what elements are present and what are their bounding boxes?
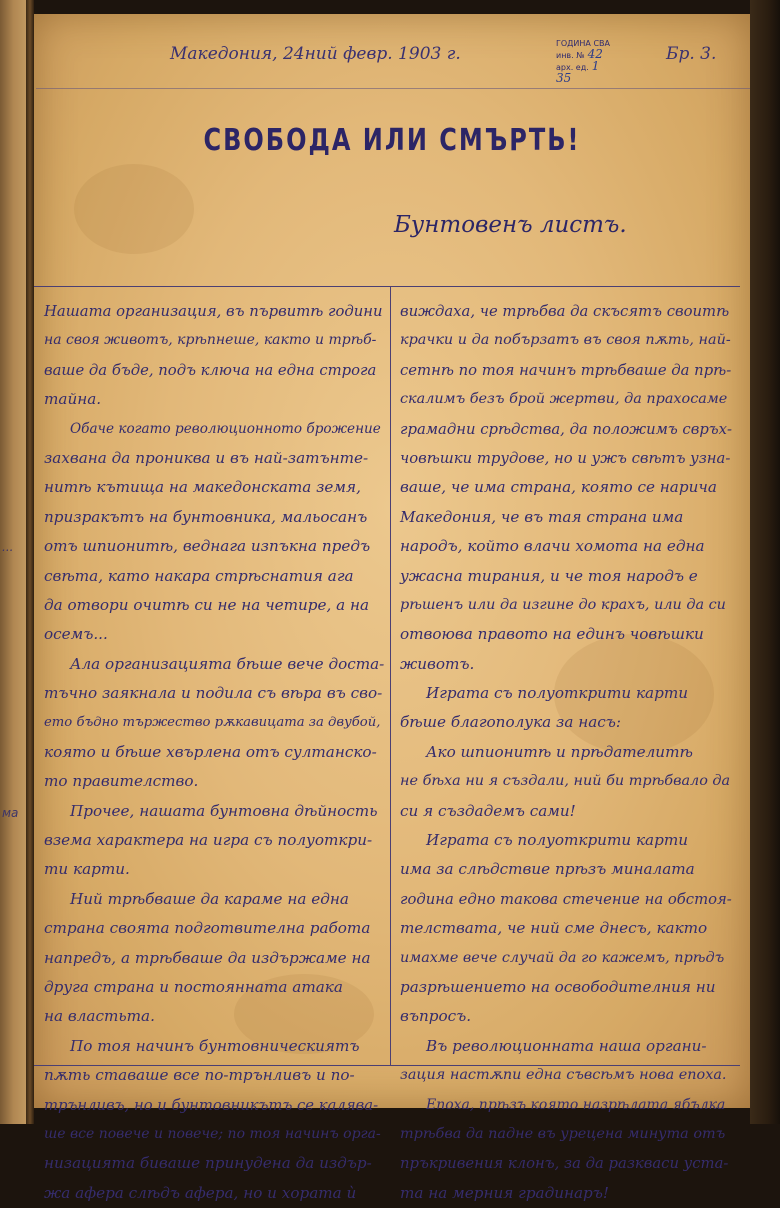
text-line: Прочее, нашата бунтовна дѣйность xyxy=(70,801,378,820)
archive-stamp xyxy=(556,38,648,92)
header-rule xyxy=(36,88,750,89)
text-line: скалимъ безъ брой жертви, да прахосаме xyxy=(400,391,728,408)
text-line: нитѣ кътища на македонската земя, xyxy=(44,478,361,497)
text-line: Ако шпионитѣ и прѣдателитѣ xyxy=(426,742,693,761)
book-edge-right xyxy=(750,0,780,1124)
text-line: ваше да бъде, подъ ключа на една строга xyxy=(44,361,377,379)
text-line: въпросъ. xyxy=(400,1007,472,1026)
text-line: Ала организацията бѣше вече доста- xyxy=(70,654,385,673)
left-column xyxy=(44,297,384,1208)
text-line: жа афера слѣдъ афера, но и хората ѝ xyxy=(44,1183,357,1202)
text-line: не бѣха ни я създали, ний би трѣбвало да xyxy=(400,773,731,790)
paper-stain xyxy=(74,164,194,254)
text-line: човѣшки трудове, но и ужъ свѣтъ узна- xyxy=(400,449,731,467)
text-line: на властьта. xyxy=(44,1007,155,1026)
text-line: пръкривения клонъ, за да разкваси уста- xyxy=(400,1155,729,1173)
text-line: има за слѣдствие прѣзъ миналата xyxy=(400,860,695,879)
text-line: тъчно заякнала и подила съ вѣра въ сво- xyxy=(44,684,383,703)
text-line: Въ революционната наша органи- xyxy=(426,1036,707,1055)
stamp-unit-label: арх. ед. xyxy=(556,63,589,72)
text-line: Ний трѣбваше да караме на една xyxy=(70,889,349,908)
text-line: то правителство. xyxy=(44,772,199,791)
text-line: захвана да прониква и въ най-затънте- xyxy=(44,448,369,467)
text-line: Играта съ полуоткрити карти xyxy=(426,831,688,850)
text-line: низацията биваше принудена да издър- xyxy=(44,1154,372,1173)
masthead-subtitle: Бунтовенъ листъ. xyxy=(394,212,627,238)
text-line: трѣбва да падне въ урецена минута отъ xyxy=(400,1125,726,1142)
header-place-date: Македония, 24ний февр. 1903 г. xyxy=(170,44,461,64)
text-line: тайна. xyxy=(44,390,102,409)
text-line: осемъ... xyxy=(44,625,108,644)
masthead-title: СВОБОДА ИЛИ СМЪРТЬ! xyxy=(203,122,581,158)
text-line: рѣшенъ или да изгине до крахъ, или да си xyxy=(400,596,726,613)
stamp-inventory-label: инв. № xyxy=(556,51,585,60)
text-line: свѣта, като накара стрѣснатия ага xyxy=(44,566,354,585)
text-line: крачки и да побързатъ въ своя пѫть, най- xyxy=(400,332,731,349)
text-line: имахме вече случай да го кажемъ, прѣдъ xyxy=(400,949,725,966)
text-line: ужасна тирания, и че тоя народъ е xyxy=(400,566,698,585)
text-line: сетнѣ по тоя начинъ трѣбваше да прѣ- xyxy=(400,361,732,379)
stamp-unit-value: 1 xyxy=(591,59,600,73)
issue-number: Бр. 3. xyxy=(666,44,717,64)
stamp-page-value: 35 xyxy=(556,71,572,85)
text-line: пѫть ставаше все по-трънливъ и по- xyxy=(44,1066,355,1085)
text-line: Македония, че въ тая страна има xyxy=(400,507,684,526)
text-line: си я създадемъ сами! xyxy=(400,801,576,820)
right-column xyxy=(400,297,732,1208)
text-line: отвоюва правото на единъ човѣшки xyxy=(400,625,704,644)
book-binding xyxy=(26,0,34,1124)
text-line: ето бъдно тържество рѫкавицата за двубой, xyxy=(44,715,381,731)
text-line: Епоха, прѣзъ която назрѣлата ябълка xyxy=(426,1096,726,1113)
text-line: Играта съ полуоткрити карти xyxy=(426,684,688,703)
text-line: напредъ, а трѣбваше да издържаме на xyxy=(44,948,371,967)
text-line: призракътъ на бунтовника, мальосанъ xyxy=(44,507,368,526)
text-line: ти карти. xyxy=(44,860,130,879)
text-line: ваше, че има страна, която се нарича xyxy=(400,478,717,497)
text-line: взема характера на игра съ полуоткри- xyxy=(44,831,373,850)
text-line: зация настѫпи една съвсѣмъ нова епоха. xyxy=(400,1067,727,1084)
stamp-inventory-value: 42 xyxy=(587,47,603,61)
stamp-line-1: ГОДИНА СВА xyxy=(556,39,610,48)
newspaper-page xyxy=(34,14,750,1202)
text-line: страна своята подготвителна работа xyxy=(44,919,371,938)
adjacent-page-fragment: ... xyxy=(2,540,14,554)
text-line: грамадни срѣдства, да положимъ свръх- xyxy=(400,420,733,438)
text-line: която и бѣше хвърлена отъ султанско- xyxy=(44,742,377,761)
text-line: разрѣшението на освободителния ни xyxy=(400,977,716,996)
text-line: година едно такова стечение на обстоя- xyxy=(400,890,732,908)
text-line: на своя животъ, крѣпнеше, както и трѣб- xyxy=(44,332,377,349)
text-line: бѣше благополука за насъ: xyxy=(400,713,622,732)
text-line: та на мерния градинаръ! xyxy=(400,1183,610,1202)
text-line: друга страна и постоянната атака xyxy=(44,977,343,996)
text-line: телствата, че ний сме днесъ, както xyxy=(400,919,708,938)
text-line: животъ. xyxy=(400,654,475,673)
article-frame xyxy=(34,286,740,1202)
text-line: отъ шпионитѣ, веднага изпъкна предъ xyxy=(44,537,371,556)
text-line: ше все повече и повече; по тоя начинъ орга- xyxy=(44,1125,381,1142)
adjacent-page-fragment: ма xyxy=(2,806,19,820)
text-line: Обаче когато революционното брожение xyxy=(70,420,381,437)
text-line: трънливъ, но и бунтовникътъ се калява- xyxy=(44,1096,379,1114)
text-line: виждаха, че трѣбва да скъсятъ своитѣ xyxy=(400,303,730,320)
text-line: Нашата организация, въ първитѣ години xyxy=(44,303,383,320)
column-divider xyxy=(390,287,391,1065)
text-line: По тоя начинъ бунтовническиятъ xyxy=(70,1036,360,1055)
text-line: да отвори очитѣ си не на четире, а на xyxy=(44,595,370,614)
text-line: народъ, който влачи хомота на една xyxy=(400,537,705,556)
